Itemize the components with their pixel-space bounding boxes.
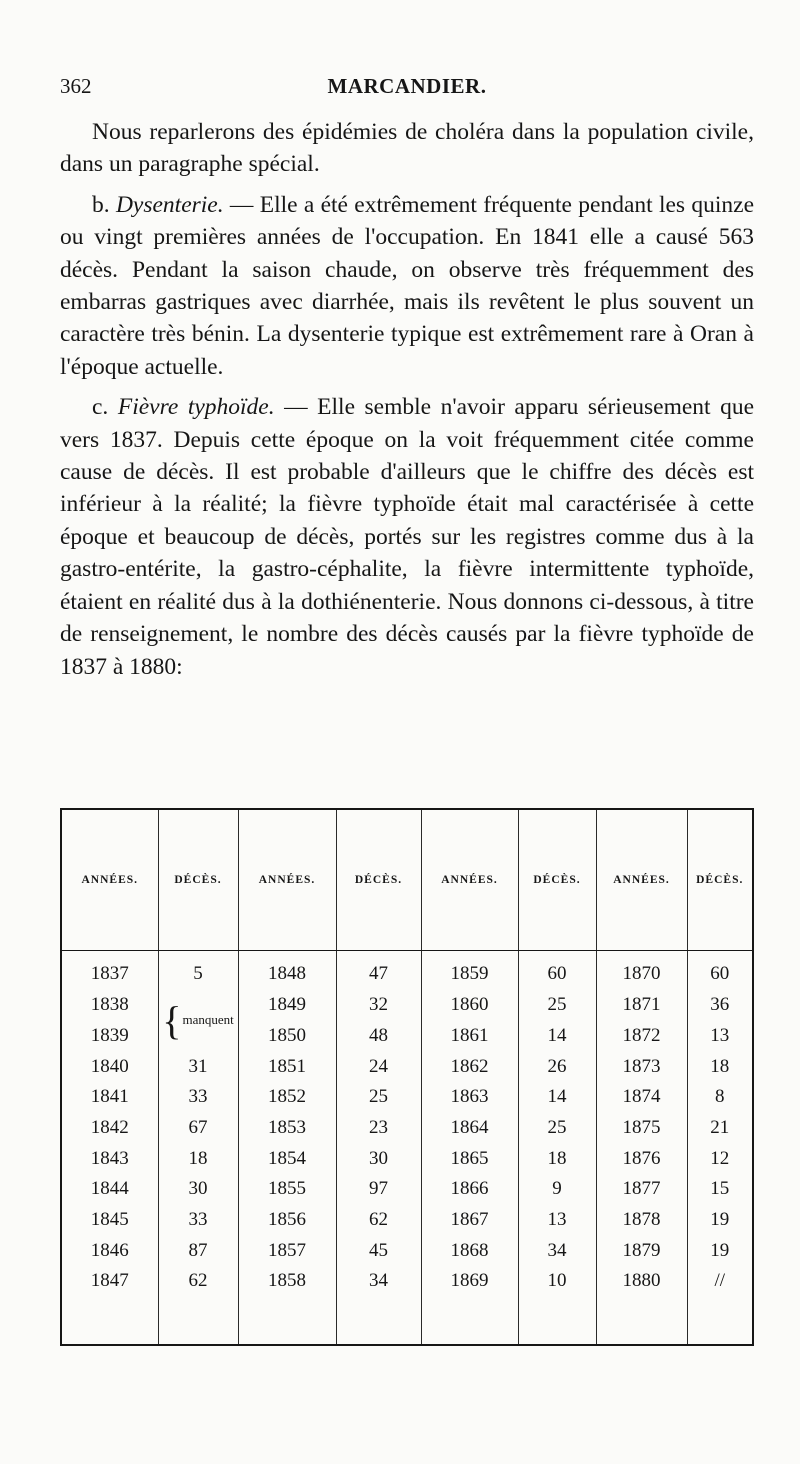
table-cell: 36: [687, 990, 753, 1021]
table-cell: 1876: [596, 1143, 687, 1174]
table-cell: 8: [687, 1082, 753, 1113]
table-cell: 60: [518, 951, 596, 990]
table-cell: 1839: [61, 1021, 158, 1052]
table-cell: 1871: [596, 990, 687, 1021]
page-header: [60, 74, 754, 108]
table-cell: 32: [336, 990, 421, 1021]
table-cell: 21: [687, 1113, 753, 1144]
table-cell: 25: [336, 1082, 421, 1113]
table-cell: 1865: [421, 1143, 518, 1174]
table-cell: 1858: [238, 1266, 336, 1297]
table-row: [61, 1051, 753, 1082]
column-header: DÉCÈS.: [687, 809, 753, 951]
table-cell: 1872: [596, 1021, 687, 1052]
table-cell: 1843: [61, 1143, 158, 1174]
table-cell: 1878: [596, 1205, 687, 1236]
table-cell: 67: [158, 1113, 238, 1144]
table-row: [61, 951, 753, 990]
table-row: [61, 1174, 753, 1205]
column-header: ANNÉES.: [238, 809, 336, 951]
table-cell: 1867: [421, 1205, 518, 1236]
table-cell: 5: [158, 951, 238, 990]
table-cell: 1879: [596, 1235, 687, 1266]
table-cell: 87: [158, 1235, 238, 1266]
table-cell: 1854: [238, 1143, 336, 1174]
running-title: MARCANDIER.: [327, 74, 487, 98]
table-cell: 9: [518, 1174, 596, 1205]
body-text: [60, 116, 754, 683]
section-heading-dysenterie: Dysenterie.: [115, 191, 224, 218]
table-cell: 15: [687, 1174, 753, 1205]
column-header: ANNÉES.: [596, 809, 687, 951]
table-cell: 24: [336, 1051, 421, 1082]
table-cell: 1859: [421, 951, 518, 990]
table-cell: 1860: [421, 990, 518, 1021]
table-cell: 18: [687, 1051, 753, 1082]
table-cell: 19: [687, 1205, 753, 1236]
table-cell: 1849: [238, 990, 336, 1021]
table-cell: 1853: [238, 1113, 336, 1144]
table-cell: 1847: [61, 1266, 158, 1297]
table-cell: 48: [336, 1021, 421, 1052]
table-cell: 25: [518, 1113, 596, 1144]
section-body-dysenterie: — Elle a été extrêmement fréquente pendant les quinze ou vingt premières années de l'occupation. En 1841 elle a causé 563 décès. Pendant la saison chaude, on observe très fréquemment des embarras gastriques avec diarrhée, mais ils revêtent le plus souvent un caractère très bénin. La dysenterie typique est extrêmement rare à Oran à l'époque actuelle.: [60, 191, 755, 380]
table-cell: 18: [158, 1143, 238, 1174]
table-cell: 1846: [61, 1235, 158, 1266]
table-cell: 34: [336, 1266, 421, 1297]
table-cell: 1870: [596, 951, 687, 990]
table-cell: 31: [158, 1051, 238, 1082]
table-cell: 1850: [238, 1021, 336, 1052]
table-cell: 33: [158, 1205, 238, 1236]
table-cell: 1837: [61, 951, 158, 990]
table-cell: 1880: [596, 1266, 687, 1297]
table-cell: 97: [336, 1174, 421, 1205]
table-row: [61, 1266, 753, 1297]
table-cell: 14: [518, 1021, 596, 1052]
table-cell: 33: [158, 1082, 238, 1113]
table-cell: 1875: [596, 1113, 687, 1144]
table-cell: 26: [518, 1051, 596, 1082]
table-cell: 18: [518, 1143, 596, 1174]
table-row: [61, 1205, 753, 1236]
paragraph-dysenterie: [60, 189, 754, 383]
table-row: [61, 1235, 753, 1266]
table-cell: 1877: [596, 1174, 687, 1205]
brace-glyph: {: [162, 997, 182, 1043]
table-cell: 1840: [61, 1051, 158, 1082]
column-header: DÉCÈS.: [158, 809, 238, 951]
section-label-b: b.: [92, 191, 110, 218]
missing-label: manquent: [182, 1011, 234, 1027]
table-bottom-spacer: [61, 1297, 753, 1345]
table-cell: 1851: [238, 1051, 336, 1082]
table-cell: 30: [336, 1143, 421, 1174]
table-cell: 1838: [61, 990, 158, 1021]
table-cell: 1841: [61, 1082, 158, 1113]
table-cell: 1845: [61, 1205, 158, 1236]
table-cell: 10: [518, 1266, 596, 1297]
table-cell: 1852: [238, 1082, 336, 1113]
table-cell: 1873: [596, 1051, 687, 1082]
table-cell: 62: [158, 1266, 238, 1297]
column-header: DÉCÈS.: [518, 809, 596, 951]
table-cell: 60: [687, 951, 753, 990]
table-cell: 62: [336, 1205, 421, 1236]
table-cell: 1848: [238, 951, 336, 990]
table-row: [61, 990, 753, 1021]
table-cell: 34: [518, 1235, 596, 1266]
table-cell: 14: [518, 1082, 596, 1113]
column-header: ANNÉES.: [421, 809, 518, 951]
table-cell: 1857: [238, 1235, 336, 1266]
table-cell: 23: [336, 1113, 421, 1144]
table-cell: 13: [518, 1205, 596, 1236]
missing-data-cell: [158, 990, 238, 1051]
table-cell: 47: [336, 951, 421, 990]
table-cell: 30: [158, 1174, 238, 1205]
table-cell: 1855: [238, 1174, 336, 1205]
table-cell: 1842: [61, 1113, 158, 1144]
section-label-c: c.: [92, 394, 109, 421]
table-cell: 19: [687, 1235, 753, 1266]
column-header: DÉCÈS.: [336, 809, 421, 951]
section-heading-fievre-typhoide: Fièvre typhoïde.: [117, 394, 275, 421]
table-row: [61, 1113, 753, 1144]
table-cell: 45: [336, 1235, 421, 1266]
table-cell: 13: [687, 1021, 753, 1052]
table-cell: 1864: [421, 1113, 518, 1144]
table-cell: 1862: [421, 1051, 518, 1082]
table-cell: 1863: [421, 1082, 518, 1113]
table-row: [61, 1143, 753, 1174]
table-cell: //: [687, 1266, 753, 1297]
column-header: ANNÉES.: [61, 809, 158, 951]
table-cell: 1874: [596, 1082, 687, 1113]
paragraph-cholera: Nous reparlerons des épidémies de choléra dans la population civile, dans un paragraphe spécial.: [60, 119, 754, 178]
table-cell: 1844: [61, 1174, 158, 1205]
section-body-fievre-typhoide: — Elle semble n'avoir apparu sérieusement que vers 1837. Depuis cette époque on la voit fréquemment citée comme cause de décès. Il est probable d'ailleurs que le chiffre des décès est inférieur à la réalité; la fièvre typhoïde était mal caractérisée à cette époque et beaucoup de décès, portés sur les registres comme dus à la gastro-entérite, la gastro-céphalite, la fièvre intermittente typhoïde, étaient en réalité dus à la dothiénenterie. Nous donnons ci-dessous, à titre de renseignement, le nombre des décès causés par la fièvre typhoïde de 1837 à 1880:: [60, 394, 755, 680]
page-number: 362: [60, 74, 92, 98]
paragraph-fievre-typhoide: [60, 391, 754, 683]
table-cell: 1866: [421, 1174, 518, 1205]
table-cell: 12: [687, 1143, 753, 1174]
table-cell: 1861: [421, 1021, 518, 1052]
table-cell: 1856: [238, 1205, 336, 1236]
table-row: [61, 1082, 753, 1113]
table-cell: 25: [518, 990, 596, 1021]
table-cell: 1868: [421, 1235, 518, 1266]
typhoid-deaths-table: [60, 808, 754, 1346]
table-header-row: [61, 809, 753, 951]
table-cell: 1869: [421, 1266, 518, 1297]
